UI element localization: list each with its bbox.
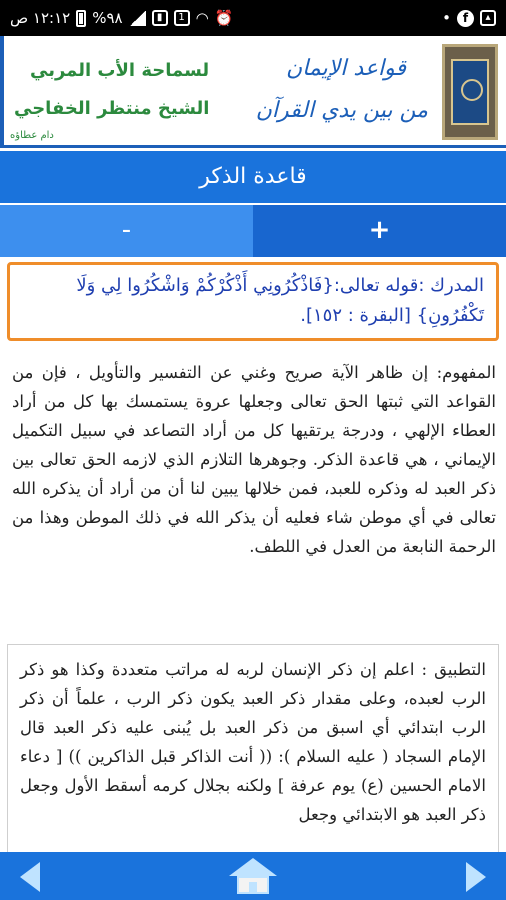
- facebook-icon: f: [457, 10, 474, 27]
- author-small: دام عطاؤه: [10, 130, 54, 141]
- battery-level: %٩٨: [92, 9, 123, 27]
- zoom-out-button[interactable]: -: [0, 205, 253, 257]
- sim-icon: ▮: [152, 10, 168, 26]
- sim-icon-2: 1: [174, 10, 190, 26]
- page-title: قاعدة الذكر: [0, 151, 506, 203]
- status-bar: [0, 0, 506, 36]
- alarm-icon: ⏰: [214, 9, 234, 27]
- app-banner: [0, 36, 506, 148]
- battery-icon: [76, 10, 86, 27]
- source-text: المدرك :قوله تعالى:{فَاذْكُرُونِي أَذْكُرْكُمْ وَاشْكُرُوا لِي وَلَا تَكْفُرُونِ} [البقرة : ١٥٢].: [76, 275, 484, 326]
- status-bar-left: [10, 9, 233, 27]
- source-box: [7, 262, 499, 341]
- dot-icon: •: [442, 9, 451, 27]
- author-line1: لسماحة الأب المربي: [30, 60, 210, 81]
- book-title-line2: من بين يدي القرآن: [255, 98, 428, 123]
- home-icon[interactable]: [229, 858, 277, 896]
- book-title-line1: قواعد الإيمان: [285, 56, 406, 81]
- zoom-in-button[interactable]: +: [253, 205, 506, 257]
- book-cover-image: [442, 44, 498, 140]
- application-box[interactable]: [7, 644, 499, 854]
- bottom-nav: [0, 852, 506, 900]
- arrow-left-icon[interactable]: [20, 862, 40, 892]
- banner-stripe: [0, 36, 4, 148]
- wifi-icon: ◠: [195, 9, 209, 27]
- author-line2: الشيخ منتظر الخفاجي: [14, 98, 210, 119]
- arrow-right-icon[interactable]: [466, 862, 486, 892]
- clock: ١٢:١٢ ص: [10, 9, 71, 27]
- application-text: التطبيق : اعلم إن ذكر الإنسان لربه له مراتب متعددة وكذا هو ذكر الرب لعبده، وعلى مقدار ذكر العبد يكون ذكر الرب ، علماً أن ذكر الرب ابتدائي أي اسبق من ذكر العبد بل يُبنى عليه ذكر العبد قال الإمام السجاد ( عليه السلام ): (( أنت الذاكر قبل الذاكرين )) [ دعاء الامام الحسين (ع) يوم عرفة ] ولكنه بجلال كرمه أسقط الأول وجعل ذكر العبد هو الابتدائي وجعل: [20, 660, 486, 824]
- concept-paragraph: [12, 358, 496, 561]
- signal-icon: [129, 11, 146, 26]
- status-bar-right: [442, 9, 496, 27]
- gallery-icon: ▴: [480, 10, 496, 26]
- concept-text: المفهوم: إن ظاهر الآية صريح وغني عن التفسير والتأويل ، فإن من القواعد التي ثبتها الحق تعالى وجعلها عروة يستمسك بها كل من أراد العطاء الإلهي ، ودرجة يرتقيها كل من أراد التصاعد في سبيل التكميل الإيماني ، هي قاعدة الذكر. وجوهرها التلازم الذي لازمه الحق تعالى بين ذكر العبد له وذكره للعبد، فمن خلالها يبين لنا أن من أراد أن يذكره الله تعالى في أي موطن شاء فعليه أن يذكر الله في ذلك الموطن وهذا من الرحمة النابعة من العدل في اللطف.: [12, 363, 496, 556]
